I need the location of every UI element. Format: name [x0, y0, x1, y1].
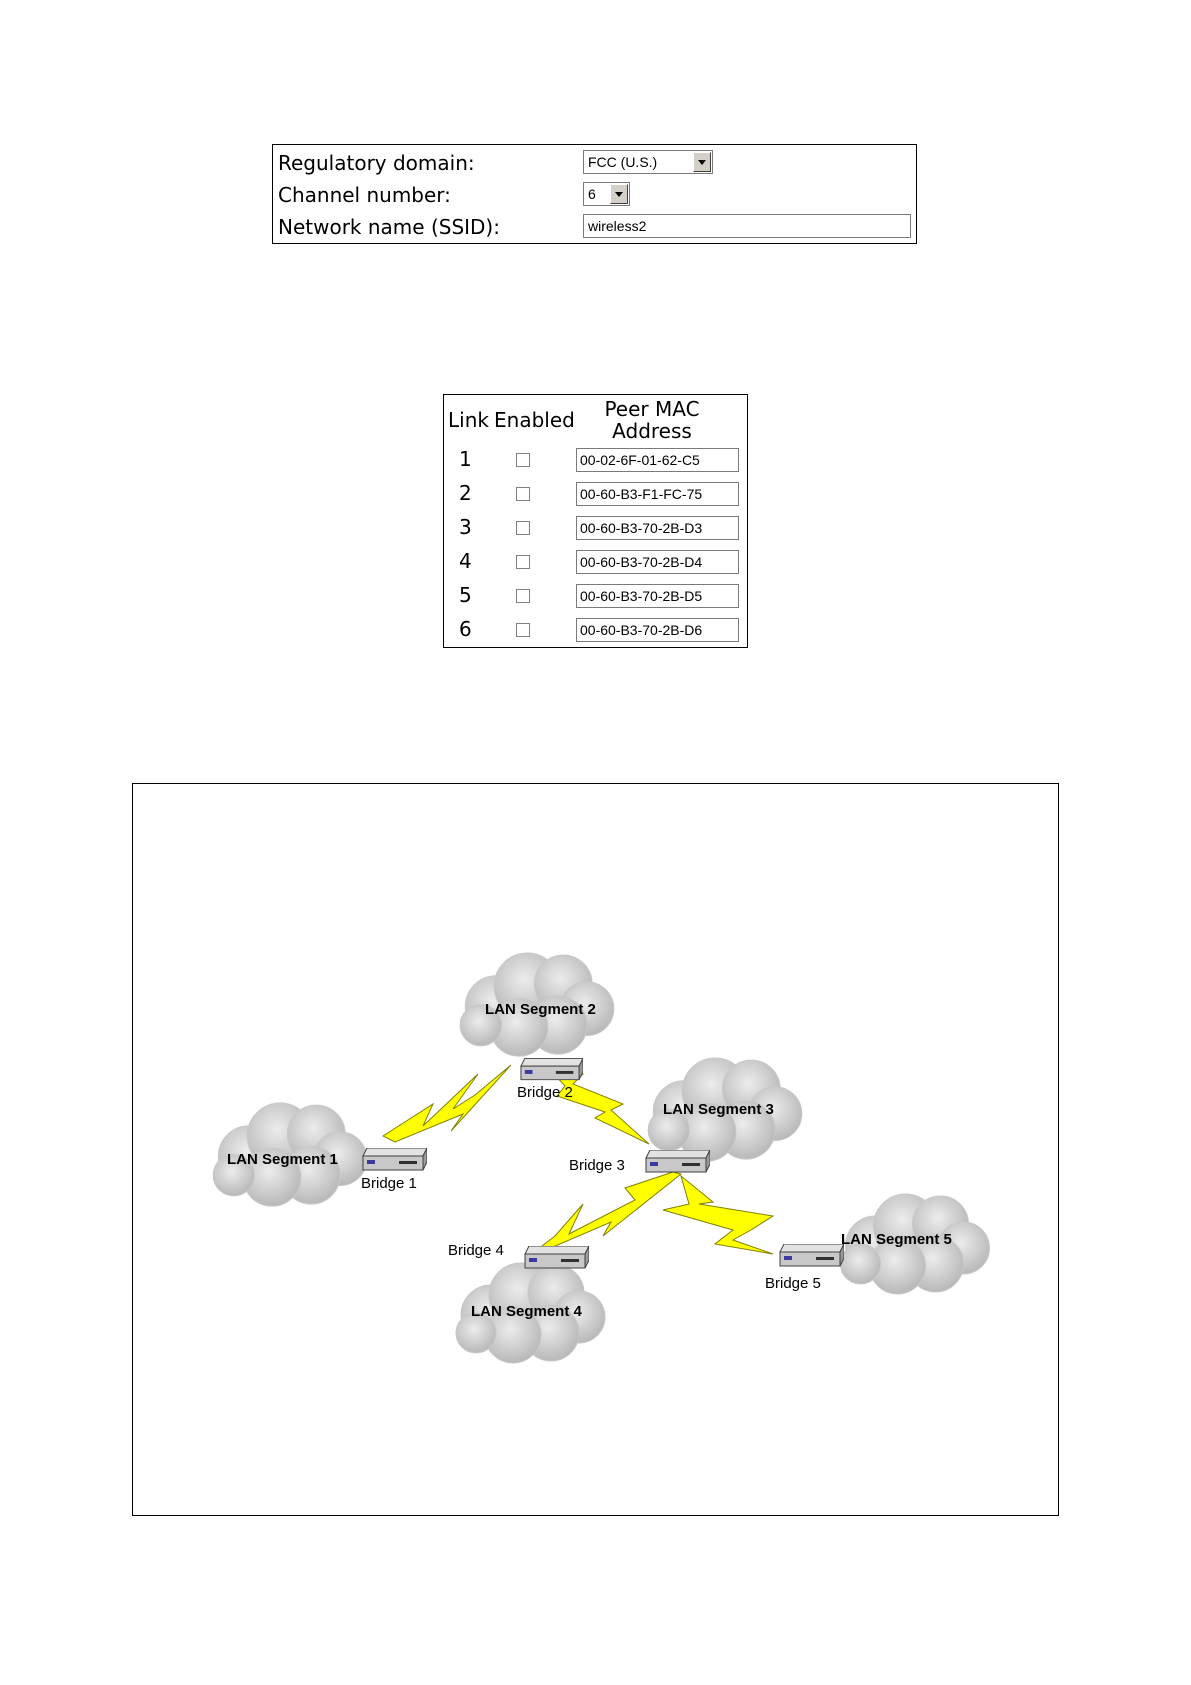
- enabled-checkbox[interactable]: [516, 555, 530, 569]
- enabled-checkbox[interactable]: [516, 487, 530, 501]
- network-name-input[interactable]: wireless2: [583, 214, 911, 238]
- channel-number-select[interactable]: [583, 182, 630, 206]
- lan-segment-1-label: LAN Segment 1: [227, 1151, 338, 1168]
- network-name-label: Network name (SSID):: [278, 215, 500, 239]
- lan-segment-2-label: LAN Segment 2: [485, 1001, 596, 1018]
- bridge-5-device: [780, 1244, 844, 1266]
- chevron-down-icon[interactable]: [693, 152, 711, 172]
- bridge-4-label: Bridge 4: [448, 1242, 504, 1259]
- bridge-2-device: [521, 1058, 583, 1079]
- bridge-1-device: [363, 1148, 427, 1170]
- bridge-4-device: [525, 1246, 589, 1268]
- chevron-down-icon[interactable]: [610, 184, 628, 204]
- peer-mac-header-line2: Address: [612, 419, 692, 443]
- bridge-2-label: Bridge 2: [517, 1084, 573, 1101]
- lan-segment-3-label: LAN Segment 3: [663, 1101, 774, 1118]
- bridge-3-label: Bridge 3: [569, 1157, 625, 1174]
- peer-mac-header: [582, 398, 722, 442]
- enabled-checkbox[interactable]: [516, 623, 530, 637]
- peer-mac-input[interactable]: 00-60-B3-F1-FC-75: [576, 482, 739, 506]
- peer-mac-input[interactable]: 00-60-B3-70-2B-D4: [576, 550, 739, 574]
- wireless-settings-panel: [272, 144, 917, 244]
- wireless-link-bolt: [663, 1176, 773, 1254]
- lan-segment-4-label: LAN Segment 4: [471, 1303, 582, 1320]
- regulatory-domain-select[interactable]: [583, 150, 713, 174]
- link-number: 4: [459, 549, 472, 573]
- enabled-header: Enabled: [494, 408, 575, 432]
- link-number: 3: [459, 515, 472, 539]
- peer-links-panel: [443, 394, 748, 648]
- peer-mac-input[interactable]: 00-02-6F-01-62-C5: [576, 448, 739, 472]
- enabled-checkbox[interactable]: [516, 589, 530, 603]
- link-header: Link: [448, 408, 489, 432]
- bridge-3-device: [646, 1150, 710, 1172]
- link-number: 6: [459, 617, 472, 641]
- channel-number-value: 6: [588, 186, 596, 202]
- bridge-5-label: Bridge 5: [765, 1275, 821, 1292]
- wireless-link-bolt: [525, 1172, 681, 1259]
- regulatory-domain-label: Regulatory domain:: [278, 151, 475, 175]
- peer-mac-input[interactable]: 00-60-B3-70-2B-D3: [576, 516, 739, 540]
- network-diagram-panel: [132, 783, 1059, 1516]
- network-diagram: [133, 784, 1058, 1515]
- regulatory-domain-value: FCC (U.S.): [588, 154, 658, 170]
- enabled-checkbox[interactable]: [516, 521, 530, 535]
- lan-segment-5-label: LAN Segment 5: [841, 1231, 952, 1248]
- wireless-link-bolt: [383, 1065, 511, 1142]
- enabled-checkbox[interactable]: [516, 453, 530, 467]
- channel-number-label: Channel number:: [278, 183, 451, 207]
- peer-mac-header-line1: Peer MAC: [604, 397, 700, 421]
- link-number: 1: [459, 447, 472, 471]
- link-number: 5: [459, 583, 472, 607]
- link-number: 2: [459, 481, 472, 505]
- bridge-1-label: Bridge 1: [361, 1175, 417, 1192]
- peer-mac-input[interactable]: 00-60-B3-70-2B-D6: [576, 618, 739, 642]
- peer-mac-input[interactable]: 00-60-B3-70-2B-D5: [576, 584, 739, 608]
